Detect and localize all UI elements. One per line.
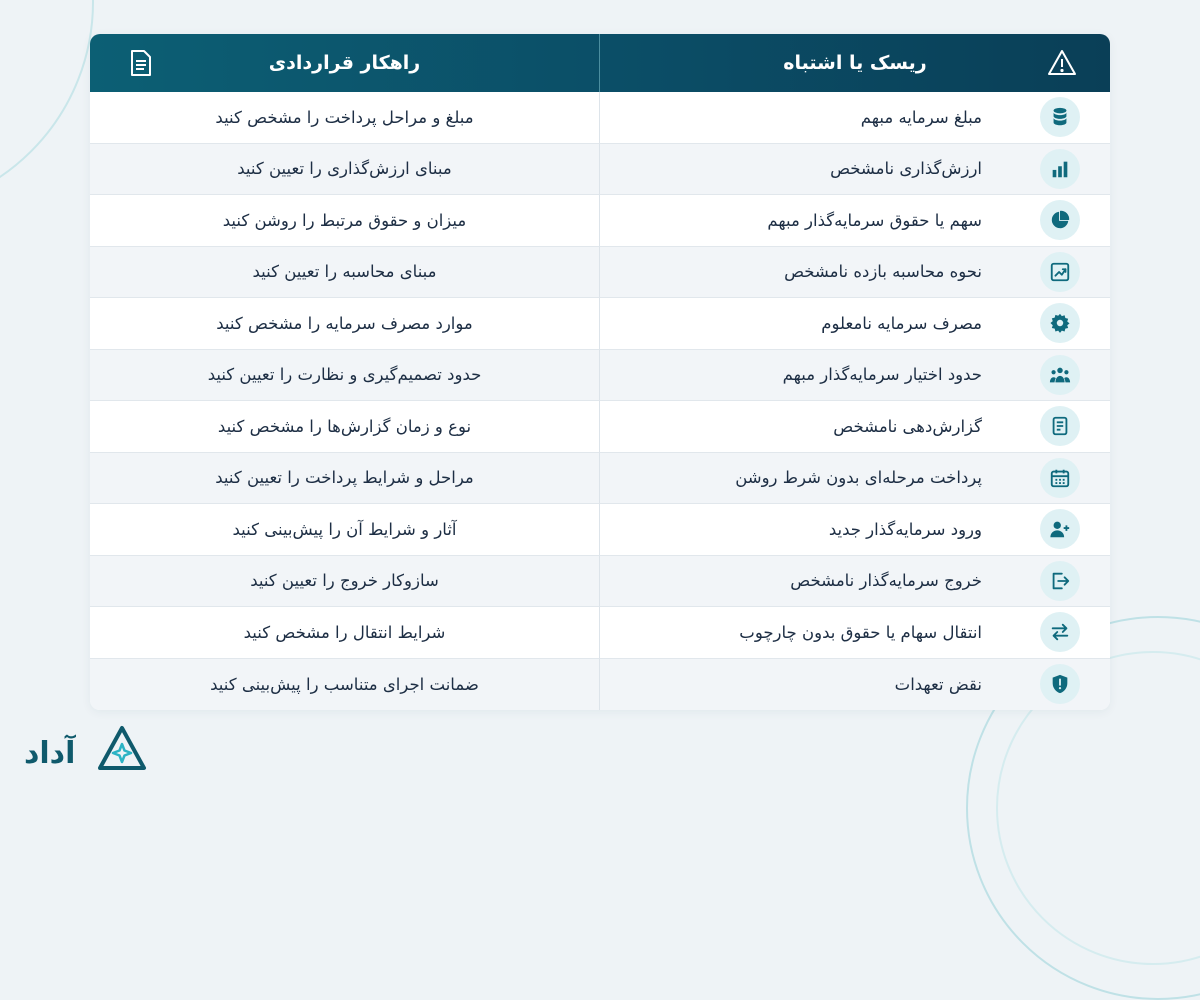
risk-label: انتقال سهام یا حقوق بدون چارچوب bbox=[739, 622, 982, 642]
table-row bbox=[90, 556, 1110, 608]
gear-icon bbox=[1049, 312, 1071, 334]
pie-chart-icon bbox=[1049, 209, 1071, 231]
risk-label: گزارش‌دهی نامشخص bbox=[833, 416, 982, 436]
risk-cell bbox=[600, 607, 1110, 659]
solution-cell: مبنای محاسبه را تعیین کنید bbox=[90, 247, 600, 299]
solution-cell: میزان و حقوق مرتبط را روشن کنید bbox=[90, 195, 600, 247]
risk-cell bbox=[600, 401, 1110, 453]
risk-cell bbox=[600, 247, 1110, 299]
bar-chart-icon bbox=[1049, 158, 1071, 180]
table-row bbox=[90, 607, 1110, 659]
table-row bbox=[90, 350, 1110, 402]
database-icon bbox=[1049, 106, 1071, 128]
icon-badge bbox=[1040, 252, 1080, 292]
table-row bbox=[90, 298, 1110, 350]
risk-column-header bbox=[600, 34, 1110, 92]
risk-cell bbox=[600, 350, 1110, 402]
risk-cell bbox=[600, 144, 1110, 196]
background-arc bbox=[0, 0, 94, 214]
risk-cell bbox=[600, 453, 1110, 505]
solution-cell: موارد مصرف سرمایه را مشخص کنید bbox=[90, 298, 600, 350]
risk-cell bbox=[600, 298, 1110, 350]
icon-badge bbox=[1040, 355, 1080, 395]
icon-badge bbox=[1040, 509, 1080, 549]
icon-badge bbox=[1040, 458, 1080, 498]
risk-label: خروج سرمایه‌گذار نامشخص bbox=[790, 571, 982, 591]
icon-badge bbox=[1040, 97, 1080, 137]
user-plus-icon bbox=[1049, 518, 1071, 540]
icon-badge bbox=[1040, 149, 1080, 189]
solution-cell: شرایط انتقال را مشخص کنید bbox=[90, 607, 600, 659]
risk-label: ورود سرمایه‌گذار جدید bbox=[828, 519, 982, 539]
icon-badge bbox=[1040, 561, 1080, 601]
table-body bbox=[90, 92, 1110, 710]
risk-label: پرداخت مرحله‌ای بدون شرط روشن bbox=[735, 468, 982, 488]
transfer-arrows-icon bbox=[1049, 621, 1071, 643]
solution-column-header bbox=[90, 34, 600, 92]
table-row bbox=[90, 247, 1110, 299]
risk-label: مصرف سرمایه نامعلوم bbox=[821, 313, 982, 333]
users-icon bbox=[1049, 364, 1071, 386]
risk-cell bbox=[600, 195, 1110, 247]
solution-cell: آثار و شرایط آن را پیش‌بینی کنید bbox=[90, 504, 600, 556]
risk-label: ارزش‌گذاری نامشخص bbox=[830, 159, 982, 179]
risk-solution-table bbox=[90, 34, 1110, 710]
solution-cell: حدود تصمیم‌گیری و نظارت را تعیین کنید bbox=[90, 350, 600, 402]
risk-label: حدود اختیار سرمایه‌گذار مبهم bbox=[782, 365, 982, 385]
risk-label: مبلغ سرمایه مبهم bbox=[860, 107, 982, 127]
risk-label: سهم یا حقوق سرمایه‌گذار مبهم bbox=[767, 210, 982, 230]
shield-icon bbox=[1049, 673, 1071, 695]
brand-name: آداد bbox=[24, 736, 76, 771]
table-row bbox=[90, 659, 1110, 711]
risk-label: نقض تعهدات bbox=[894, 674, 982, 694]
solution-cell: مراحل و شرایط پرداخت را تعیین کنید bbox=[90, 453, 600, 505]
risk-cell bbox=[600, 92, 1110, 144]
table-row bbox=[90, 401, 1110, 453]
table-row bbox=[90, 195, 1110, 247]
risk-label: نحوه محاسبه بازده نامشخص bbox=[784, 262, 982, 282]
table-row bbox=[90, 144, 1110, 196]
table-row bbox=[90, 92, 1110, 144]
icon-badge bbox=[1040, 406, 1080, 446]
trending-up-icon bbox=[1049, 261, 1071, 283]
calendar-icon bbox=[1049, 467, 1071, 489]
risk-cell bbox=[600, 556, 1110, 608]
warning-triangle-icon bbox=[1046, 47, 1078, 79]
solution-cell: مبلغ و مراحل پرداخت را مشخص کنید bbox=[90, 92, 600, 144]
table-header bbox=[90, 34, 1110, 92]
risk-cell bbox=[600, 659, 1110, 711]
icon-badge bbox=[1040, 664, 1080, 704]
table-row bbox=[90, 453, 1110, 505]
solution-cell: ضمانت اجرای متناسب را پیش‌بینی کنید bbox=[90, 659, 600, 711]
brand-logo-icon bbox=[96, 724, 148, 776]
solution-header-label: راهکار قراردادی bbox=[268, 52, 421, 74]
icon-badge bbox=[1040, 303, 1080, 343]
document-icon bbox=[124, 47, 156, 79]
table-row bbox=[90, 504, 1110, 556]
risk-cell bbox=[600, 504, 1110, 556]
exit-icon bbox=[1049, 570, 1071, 592]
icon-badge bbox=[1040, 200, 1080, 240]
icon-badge bbox=[1040, 612, 1080, 652]
solution-cell: نوع و زمان گزارش‌ها را مشخص کنید bbox=[90, 401, 600, 453]
solution-cell: مبنای ارزش‌گذاری را تعیین کنید bbox=[90, 144, 600, 196]
solution-cell: سازوکار خروج را تعیین کنید bbox=[90, 556, 600, 608]
risk-header-label: ریسک یا اشتباه bbox=[783, 52, 927, 74]
report-icon bbox=[1049, 415, 1071, 437]
